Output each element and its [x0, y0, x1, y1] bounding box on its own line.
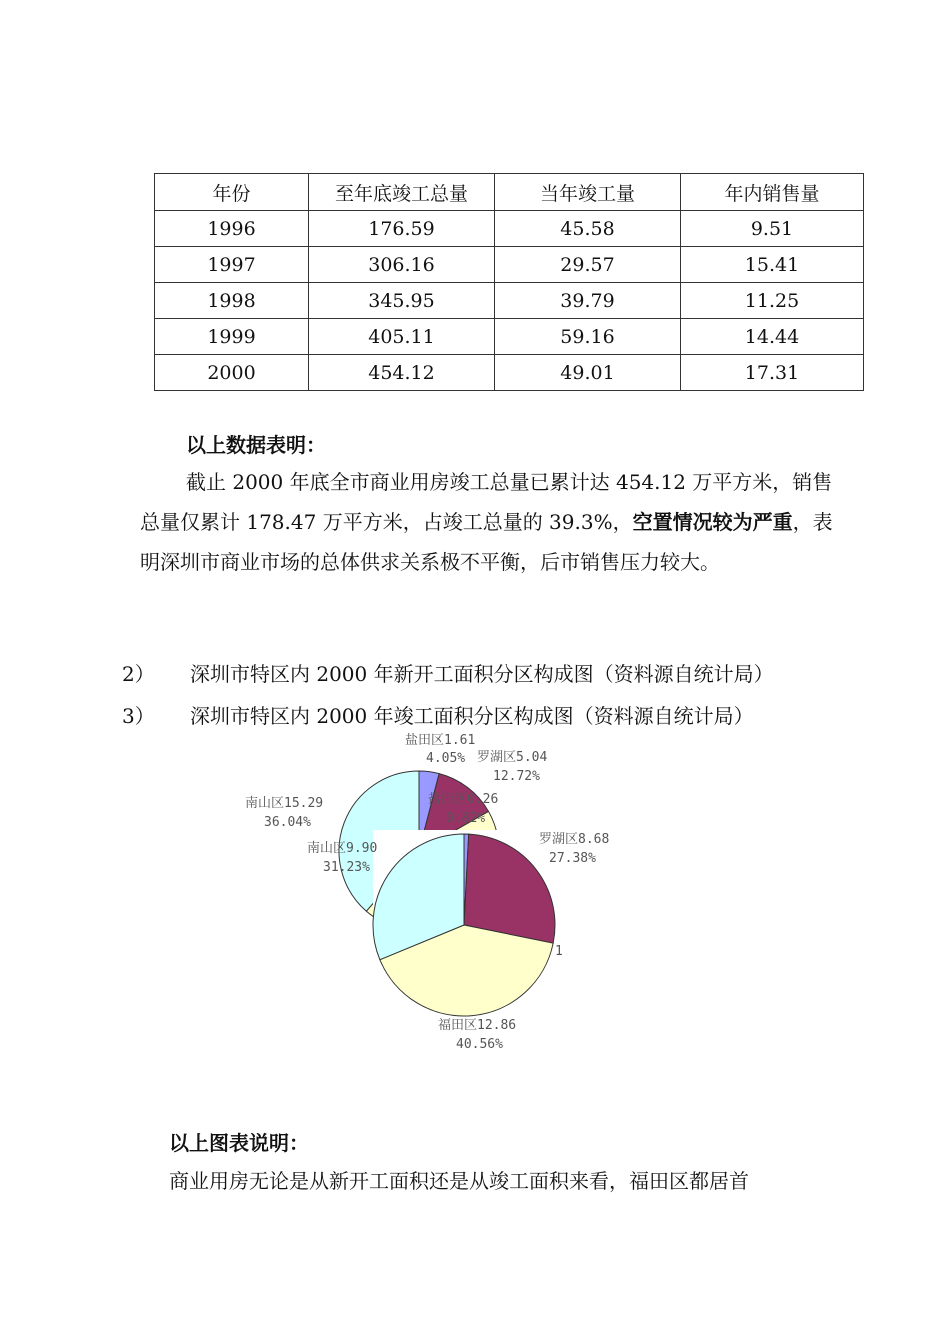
table-cell: 45.58: [495, 211, 681, 247]
list-text: 深圳市特区内 2000 年新开工面积分区构成图（资料源自统计局）: [190, 662, 774, 686]
label-yantian-1-name: 盐田区1.61: [405, 733, 476, 748]
label-yantian-1-pct: 4.05%: [426, 751, 466, 766]
table-cell: 176.59: [309, 211, 495, 247]
section-heading-chart: 以上图表说明：: [169, 1131, 309, 1155]
table-cell: 39.79: [495, 283, 681, 319]
label-futian-2-name: 福田区12.86: [438, 1018, 517, 1033]
label-nanshan-2-name: 南山区9.90: [307, 841, 378, 856]
label-futian-2-pct: 40.56%: [456, 1037, 503, 1052]
section-heading-data: 以上数据表明：: [186, 433, 326, 457]
table-cell: 1997: [155, 247, 309, 283]
table-cell: 2000: [155, 355, 309, 391]
header-year: 年份: [155, 174, 309, 211]
table-cell: 29.57: [495, 247, 681, 283]
table-cell: 14.44: [681, 319, 864, 355]
para-bold-text: 空置情况较为严重: [632, 510, 793, 534]
para-text-1: 截止 2000 年底全市商业用房竣工总量已累计达 454.12 万平方米，销售总量仅累计 178.47 万平方米，占竣工总量的 39.3%，: [140, 470, 833, 534]
table-cell: 15.41: [681, 247, 864, 283]
table-cell: 454.12: [309, 355, 495, 391]
label-nanshan-1-pct: 36.04%: [264, 815, 311, 830]
header-annual-completed: 当年竣工量: [495, 174, 681, 211]
table-cell: 1998: [155, 283, 309, 319]
header-total-completed: 至年底竣工总量: [309, 174, 495, 211]
table-cell: 345.95: [309, 283, 495, 319]
para-text-2: ，表明深圳市商业市场的总体供求关系极不平衡，后市销售压力较大。: [140, 510, 833, 574]
label-nanshan-2-pct: 31.23%: [323, 860, 370, 875]
list-number: 3）: [122, 704, 155, 728]
table-cell: 17.31: [681, 355, 864, 391]
table-cell: 11.25: [681, 283, 864, 319]
list-text: 深圳市特区内 2000 年竣工面积分区构成图（资料源自统计局）: [190, 704, 754, 728]
label-yantian-2-name: 盐田区0.26: [428, 792, 499, 807]
table-cell: 405.11: [309, 319, 495, 355]
table-cell: 1996: [155, 211, 309, 247]
table-cell: 306.16: [309, 247, 495, 283]
label-luohu-2-pct: 27.38%: [549, 851, 596, 866]
table-cell: 49.01: [495, 355, 681, 391]
label-yantian-2-pct: 0.82%: [446, 811, 486, 826]
label-luohu-1-pct: 12.72%: [493, 769, 540, 784]
list-number: 2）: [122, 662, 155, 686]
pie-chart-completion: [373, 834, 555, 1016]
label-luohu-1-name: 罗湖区5.04: [477, 750, 548, 765]
header-annual-sales: 年内销售量: [681, 174, 864, 211]
label-stray-number: 1: [555, 944, 563, 959]
table-cell: 1999: [155, 319, 309, 355]
pie2-slice-1: [464, 834, 555, 943]
chart-explanation-paragraph: 商业用房无论是从新开工面积还是从竣工面积来看，福田区都居首: [169, 1169, 749, 1193]
label-nanshan-1-name: 南山区15.29: [245, 796, 324, 811]
label-luohu-2-name: 罗湖区8.68: [539, 832, 610, 847]
table-cell: 9.51: [681, 211, 864, 247]
table-cell: 59.16: [495, 319, 681, 355]
